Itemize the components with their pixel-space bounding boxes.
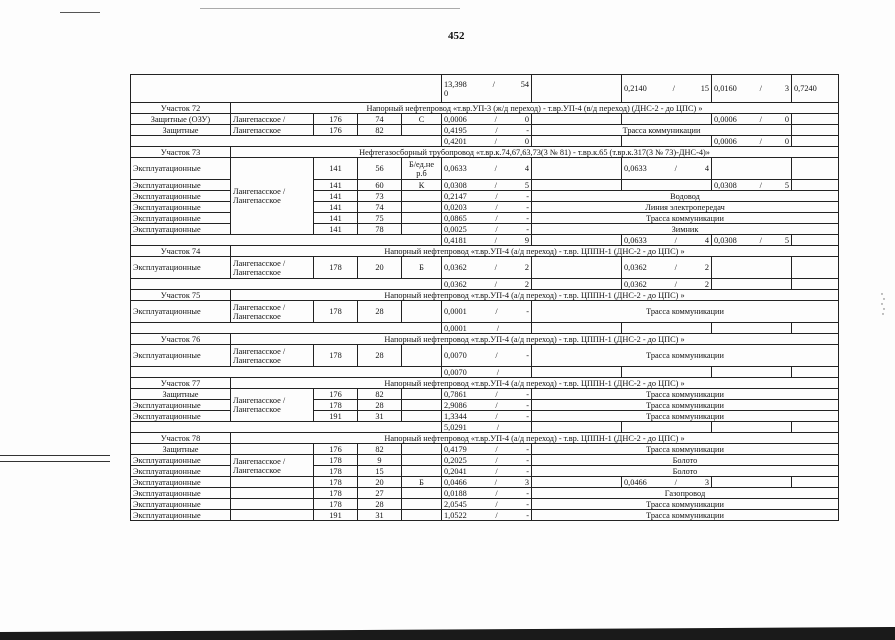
total-row: 0,0001 /	[131, 323, 839, 334]
table-row: Защитные 176 82 0,4179 / - Трасса коммуникации	[131, 444, 839, 455]
table-row: Эксплуатационные Лангепасское / Лангепасское 178 20 Б 0,0362 / 2 0,0362 / 2	[131, 257, 839, 279]
table-row: Эксплуатационные 178 20 Б 0,0466 / 3 0,0466 / 3	[131, 477, 839, 488]
section-header-row	[131, 433, 839, 444]
scan-noise	[880, 290, 886, 320]
section-header-row	[131, 290, 839, 301]
table-row: Эксплуатационные 191 31 1,0522 / - Трасса коммуникации	[131, 510, 839, 521]
section-title: Участок 72	[131, 103, 231, 114]
section-header-row	[131, 378, 839, 389]
scan-bottom-edge	[0, 624, 895, 640]
table-row: Эксплуатационные 191 31 1,3344 / - Трасса коммуникации	[131, 411, 839, 422]
pipeline-name: Напорный нефтепровод «т.вр.УП-3 (ж/д переход) - т.вр.УП-4 (в/д переход) (ДНС-2 - до ЦПС) »	[231, 103, 839, 114]
page-number: 452	[448, 30, 465, 42]
table-row: Эксплуатационные Лангепасское / Лангепасское 178 28 0,0001 / - Трасса коммуникации	[131, 301, 839, 323]
table-row: Эксплуатационные 141 78 0,0025 / - Зимник	[131, 224, 839, 235]
table-row: Защитные (ОЗУ) Лангепасское / 176 74 С 0,0006 / 0 0,0006 / 0	[131, 114, 839, 125]
section-title: Участок 78	[131, 433, 231, 444]
pipeline-name: Напорный нефтепровод «т.вр.УП-4 (а/д переход) - т.вр. ЦППН-1 (ДНС-2 - до ЦПС) »	[231, 433, 839, 444]
pipeline-name: Напорный нефтепровод «т.вр.УП-4 (а/д переход) - т.вр. ЦППН-1 (ДНС-2 - до ЦПС) »	[231, 290, 839, 301]
section-title: Участок 75	[131, 290, 231, 301]
scan-mark	[200, 8, 460, 9]
section-title: Участок 76	[131, 334, 231, 345]
section-header-row	[131, 334, 839, 345]
total-row: 0,4201 / 0 0,0006 / 0	[131, 136, 839, 147]
pipeline-name: Нефтегазосборный трубопровод «т.вр.к.74,67,63,73(3 № 81) - т.вр.к.65 (т.вр.к.317(3 № 73)-ДНС-4)»	[231, 147, 839, 158]
table-row: Эксплуатационные 178 28 2,0545 / - Трасса коммуникации	[131, 499, 839, 510]
pipeline-name: Напорный нефтепровод «т.вр.УП-4 (а/д переход) - т.вр. ЦППН-1 (ДНС-2 - до ЦПС) »	[231, 246, 839, 257]
table-row: Защитные Лангепасское 176 82 0,4195 / - Трасса коммуникации	[131, 125, 839, 136]
scan-mark	[60, 12, 100, 13]
table-row: Эксплуатационные 141 74 0,0203 / - Линия электропередач	[131, 202, 839, 213]
section-title: Участок 74	[131, 246, 231, 257]
section-header-row	[131, 147, 839, 158]
land-plots-table	[130, 74, 839, 521]
total-row: 0,0070 /	[131, 367, 839, 378]
pipeline-name: Напорный нефтепровод «т.вр.УП-4 (а/д переход) - т.вр. ЦППН-1 (ДНС-2 - до ЦПС) »	[231, 378, 839, 389]
table-row: 13,398 0 / 54 0,2140 / 15 0,0160 / 3 0,7240	[131, 75, 839, 103]
table-row: Эксплуатационные Лангепасское / Лангепасское 141 56 Б/ед.не р.б 0,0633 / 4 0,0633 / 4	[131, 158, 839, 180]
table-row: Эксплуатационные 178 27 0,0188 / - Газопровод	[131, 488, 839, 499]
table-row: Защитные Лангепасское / Лангепасское 176 82 0,7861 / - Трасса коммуникации	[131, 389, 839, 400]
table-row: Эксплуатационные Лангепасское / Лангепасское 178 28 0,0070 / - Трасса коммуникации	[131, 345, 839, 367]
scan-margin-marks	[0, 455, 110, 475]
table-row: Эксплуатационные Лангепасское / Лангепасское 178 9 0,2025 / - Болото	[131, 455, 839, 466]
table-row: Эксплуатационные 141 73 0,2147 / - Водовод	[131, 191, 839, 202]
section-title: Участок 73	[131, 147, 231, 158]
section-header-row	[131, 246, 839, 257]
table-row: Эксплуатационные 178 15 0,2041 / - Болото	[131, 466, 839, 477]
total-row: 5,0291 /	[131, 422, 839, 433]
section-title: Участок 77	[131, 378, 231, 389]
table-row: Эксплуатационные 141 75 0,0865 / - Трасса коммуникации	[131, 213, 839, 224]
pipeline-name: Напорный нефтепровод «т.вр.УП-4 (а/д переход) - т.вр. ЦППН-1 (ДНС-2 - до ЦПС) »	[231, 334, 839, 345]
table-row: Эксплуатационные 141 60 К 0,0308 / 5 0,0308 / 5	[131, 180, 839, 191]
section-header-row	[131, 103, 839, 114]
table-row: Эксплуатационные 178 28 2,9086 / - Трасса коммуникации	[131, 400, 839, 411]
total-row: 0,4181 / 9 0,0633 / 4 0,0308 / 5	[131, 235, 839, 246]
document-table-container	[130, 74, 838, 586]
total-row: 0,0362 / 2 0,0362 / 2	[131, 279, 839, 290]
